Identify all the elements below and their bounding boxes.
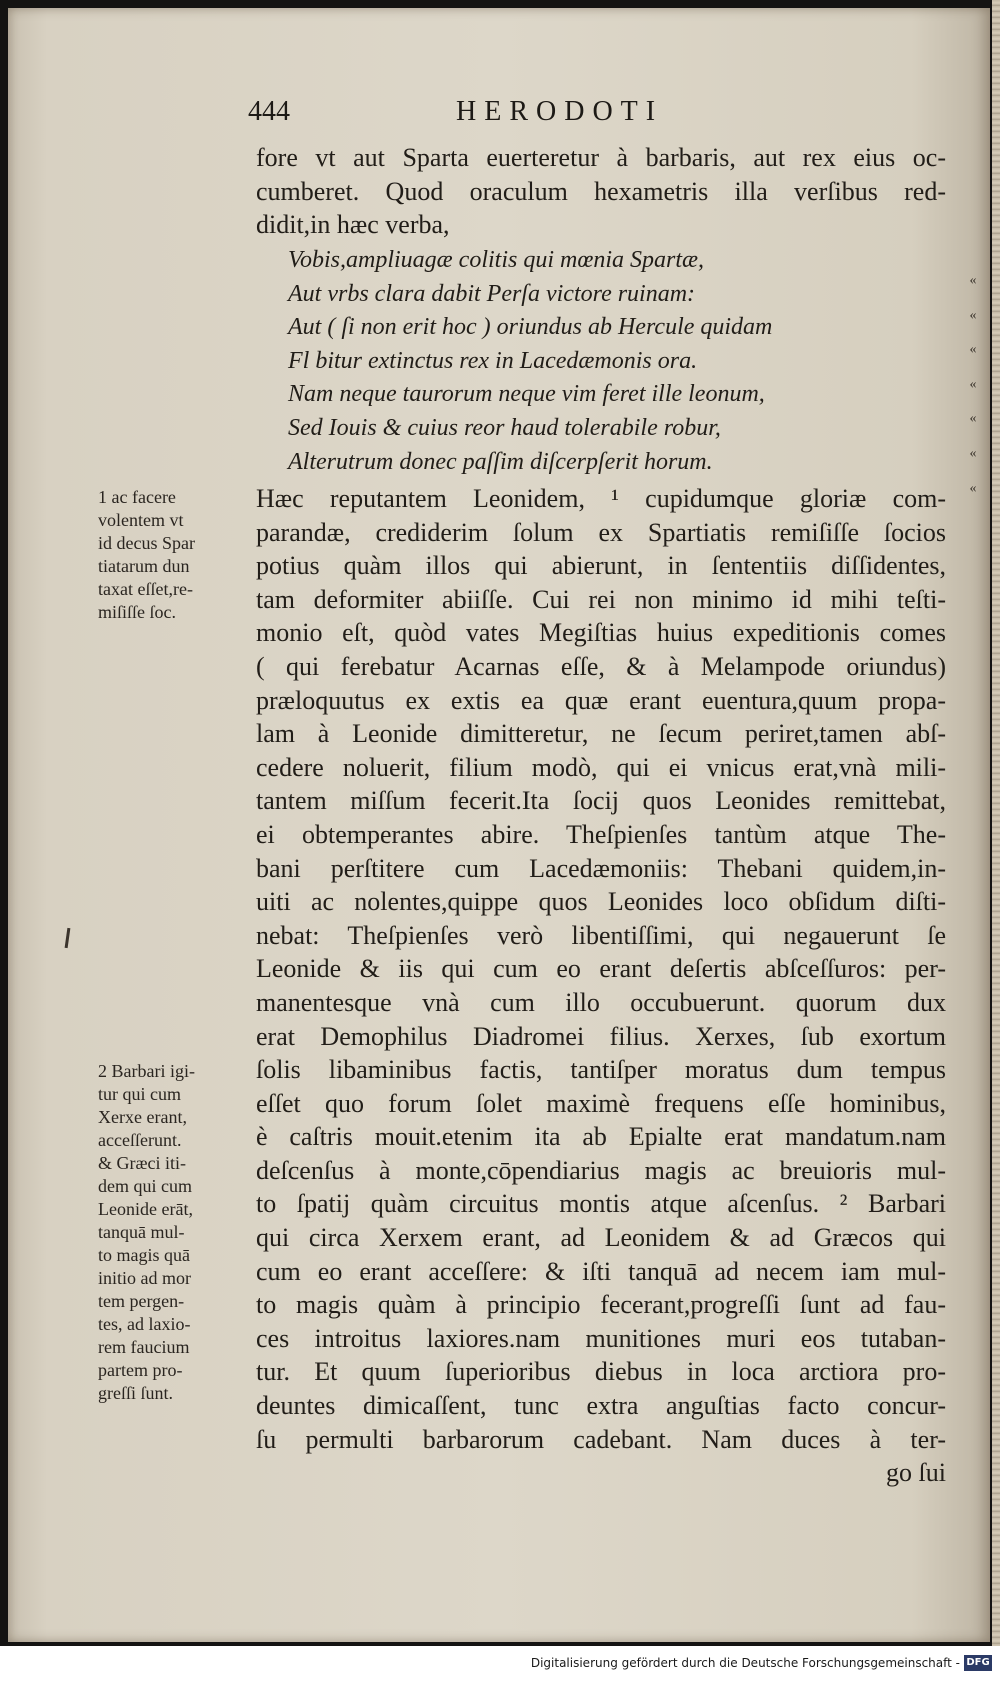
text-line: cedere noluerit, filium modò, qui ei vnicus erat,vnà mili-	[256, 752, 946, 782]
text-line: ei obtemperantes abire. Theſpienſes tantùm atque The-	[256, 819, 946, 849]
text-line: tam deformiter abiiſſe. Cui rei non minimo id mihi teſti-	[256, 584, 946, 614]
marginal-line: initio ad mor	[98, 1268, 191, 1288]
page-number: 444	[248, 96, 290, 127]
marginal-line: Xerxe erant,	[98, 1107, 187, 1127]
oracle-verse	[288, 244, 978, 479]
marginal-line: 2 Barbari igi-	[98, 1061, 195, 1081]
funding-credit: Digitalisierung gefördert durch die Deutsche Forschungsgemeinschaft -	[530, 1656, 960, 1670]
text-line: parandæ, crediderim ſolum ex Spartiatis remiſiſſe ſocios	[256, 517, 946, 547]
quote-mark: «	[969, 411, 977, 427]
running-head	[248, 96, 948, 130]
text-line: to ſpatij quàm circuitus montis atque aſcenſus. ² Barbari	[256, 1189, 946, 1219]
quote-mark: «	[969, 273, 977, 288]
marginal-line: tiatarum dun	[98, 556, 190, 576]
text-line: Hæc reputantem Leonidem, ¹ cupidumque gloriæ com-	[256, 484, 946, 513]
marginal-line: to magis quā	[98, 1245, 190, 1265]
text-line: didit,in hæc verba,	[256, 210, 450, 240]
verse-line: Aut ( ſi non erit hoc ) oriundus ab Hercule quidam	[288, 314, 773, 341]
text-line: cum eo erant acceſſere: & iſti tanquā ad necem iam mul-	[256, 1256, 946, 1286]
marginal-line: volentem vt	[98, 510, 184, 530]
marginal-line: tem pergen-	[98, 1291, 185, 1311]
text-line: fore vt aut Sparta euerteretur à barbaris, aut rex eius oc-	[256, 143, 946, 172]
text-line: eſſet quo forum ſolet maximè frequens eſſe hominibus,	[256, 1088, 946, 1118]
marginal-line: tur qui cum	[98, 1084, 181, 1104]
text-line: ſolis libaminibus factis, tantiſper moratus dum tempus	[256, 1055, 946, 1085]
book-page	[8, 8, 990, 1642]
text-line: lam à Leonide dimitteretur, ne ſecum periret,tamen abſ-	[256, 719, 946, 749]
footer-bar	[0, 1646, 1000, 1684]
text-line: potius quàm illos qui abierunt, in ſententiis diſſidentes,	[256, 551, 946, 581]
verse-line: Vobis,ampliuagæ colitis qui mœnia Spartæ,	[288, 247, 705, 273]
text-line: ſu permulti barbarorum cadebant. Nam duces à ter-	[256, 1424, 946, 1454]
page-edge	[992, 0, 1000, 1646]
dfg-logo: DFG	[964, 1655, 992, 1671]
quote-mark: «	[969, 445, 977, 461]
catchword: go ſui	[886, 1458, 946, 1488]
text-line: cumberet. Quod oraculum hexametris illa verſibus red-	[256, 176, 946, 206]
text-line: ( qui ferebatur Acarnas eſſe, & à Melampode oriundus)	[256, 651, 946, 681]
marginal-line: tanquā mul-	[98, 1222, 185, 1242]
marginal-line: id decus Spar	[98, 533, 195, 553]
text-line: monio eſt, quòd vates Megiſtias huius expeditionis comes	[256, 618, 946, 648]
text-line: uiti ac nolentes,quippe quos Leonides loco obſidum diſti-	[256, 887, 946, 917]
verse-line: Nam neque taurorum neque vim feret ille leonum,	[288, 381, 765, 408]
marginal-line: acceſſerunt.	[98, 1130, 182, 1150]
quote-mark: «	[969, 376, 977, 392]
marginal-note-2	[98, 1060, 248, 1405]
marginal-line: greſſi ſunt.	[98, 1383, 173, 1403]
text-line: deuntes dimicaſſent, tunc extra anguſtias facto concur-	[256, 1391, 946, 1421]
text-line: qui circa Xerxem erant, ad Leonidem & ad Græcos qui	[256, 1223, 946, 1253]
marginal-line: 1 ac facere	[98, 487, 176, 507]
text-line: deſcenſus à monte,cōpendiarius magis ac breuioris mul-	[256, 1155, 946, 1185]
marginal-line: taxat eſſet,re-	[98, 579, 193, 599]
text-line: è caſtris mouit.etenim ita ab Epialte erat mandatum.nam	[256, 1122, 946, 1152]
text-line: ces introitus laxiores.nam munitiones muri eos tutaban-	[256, 1323, 946, 1353]
text-line: erat Demophilus Diadromei filius. Xerxes, ſub exortum	[256, 1021, 946, 1051]
verse-quote-marks	[963, 264, 983, 506]
text-line: nebat: Theſpienſes verò libentiſſimi, qui negauerunt ſe	[256, 920, 946, 950]
text-line: manentesque vnà cum illo occubuerunt. quorum dux	[256, 987, 946, 1017]
text-line: præloquutus ex extis ea quæ erant euentura,quum propa-	[256, 685, 946, 715]
verse-line: Aut vrbs clara dabit Perſa victore ruinam:	[288, 280, 696, 307]
marginal-line: dem qui cum	[98, 1176, 192, 1196]
text-line: to magis quàm à principio fecerant,progreſſi ſunt ad fau-	[256, 1290, 946, 1320]
text-line: tantem miſſum fecerit.Ita ſocij quos Leonides remittebat,	[256, 786, 946, 816]
marginal-line: Leonide erāt,	[98, 1199, 193, 1219]
text-line: bani perſtitere cum Lacedæmoniis: Thebani quidem,in-	[256, 853, 946, 883]
ink-mark	[65, 928, 71, 948]
marginal-line: miſiſſe ſoc.	[98, 602, 176, 622]
marginal-line: partem pro-	[98, 1360, 183, 1380]
marginal-line: & Græci iti-	[98, 1153, 186, 1173]
quote-mark: «	[969, 480, 977, 496]
marginal-line: rem faucium	[98, 1337, 190, 1357]
prose-main	[256, 482, 946, 1490]
quote-mark: «	[969, 342, 977, 358]
verse-line: Sed Iouis & cuius reor haud tolerabile robur,	[288, 414, 721, 441]
text-line: tur. Et quum ſuperioribus diebus in loca arctiora pro-	[256, 1357, 946, 1387]
marginal-line: tes, ad laxio-	[98, 1314, 191, 1334]
verse-line: Fl bitur extinctus rex in Lacedæmonis ora.	[288, 347, 698, 374]
prose-top	[256, 141, 946, 242]
quote-mark: «	[969, 307, 977, 323]
text-line: Leonide & iis qui cum eo erant deſertis abſceſſuros: per-	[256, 954, 946, 984]
book-title: HERODOTI	[456, 96, 664, 127]
verse-line: Alterutrum donec paſſim diſcerpſerit horum.	[288, 448, 713, 475]
marginal-note-1	[98, 486, 248, 624]
